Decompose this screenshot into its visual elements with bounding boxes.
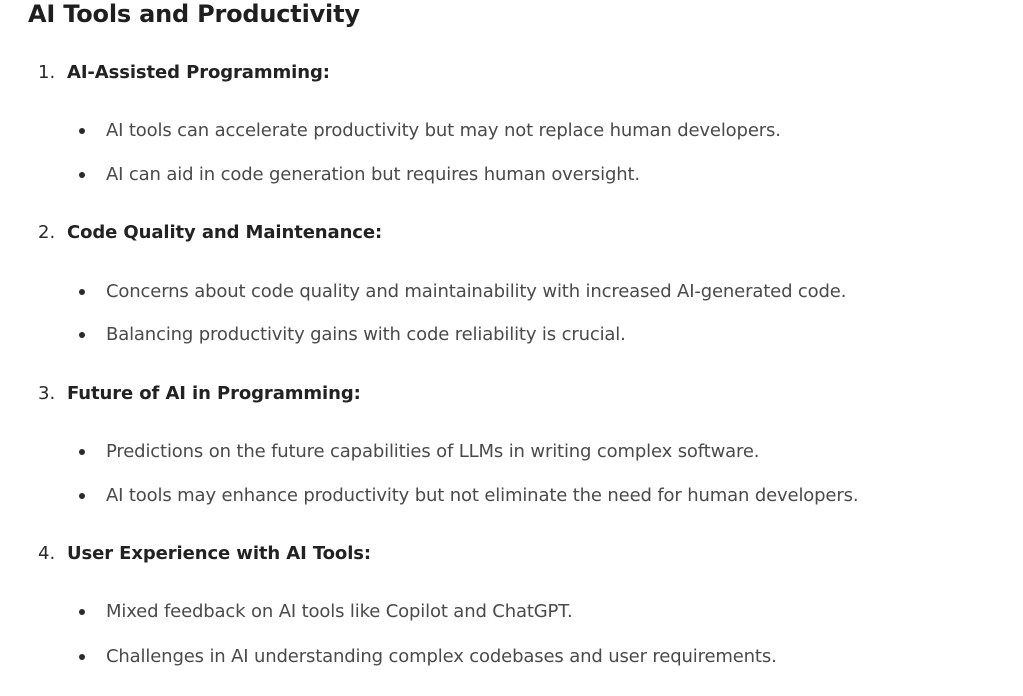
list-item-text: Balancing productivity gains with code reliability is crucial. xyxy=(106,324,626,345)
list-item xyxy=(0,439,1000,465)
list-item-text: Mixed feedback on AI tools like Copilot and ChatGPT. xyxy=(106,601,573,622)
list-item xyxy=(0,483,1000,509)
bullet-icon xyxy=(79,654,85,660)
list-item xyxy=(0,279,1000,305)
section-heading: Code Quality and Maintenance: xyxy=(67,222,383,243)
bullet-icon xyxy=(79,449,85,455)
list-item-text: AI can aid in code generation but requires human oversight. xyxy=(106,164,640,185)
list-item xyxy=(0,599,1000,625)
list-item xyxy=(0,644,1000,670)
section-number: 1. xyxy=(38,62,56,83)
list-item-text: Concerns about code quality and maintainability with increased AI-generated code. xyxy=(106,281,847,302)
bullet-icon xyxy=(79,493,85,499)
list-item-text: Challenges in AI understanding complex codebases and user requirements. xyxy=(106,646,777,667)
bullet-icon xyxy=(79,289,85,295)
bullet-icon xyxy=(79,332,85,338)
section-heading: User Experience with AI Tools: xyxy=(67,543,371,564)
section-heading: Future of AI in Programming: xyxy=(67,383,361,404)
section-number: 2. xyxy=(38,222,56,243)
bullet-icon xyxy=(79,609,85,615)
list-item-text: AI tools can accelerate productivity but may not replace human developers. xyxy=(106,120,781,141)
section-heading: AI-Assisted Programming: xyxy=(67,62,330,83)
list-item-text: AI tools may enhance productivity but not eliminate the need for human developers. xyxy=(106,485,859,506)
list-item xyxy=(0,118,1000,144)
section-number: 3. xyxy=(38,383,56,404)
list-item xyxy=(0,322,1000,348)
section-number: 4. xyxy=(38,543,56,564)
page-title: AI Tools and Productivity xyxy=(28,0,360,28)
list-item xyxy=(0,162,1000,188)
list-item-text: Predictions on the future capabilities of LLMs in writing complex software. xyxy=(106,441,760,462)
bullet-icon xyxy=(79,128,85,134)
bullet-icon xyxy=(79,172,85,178)
